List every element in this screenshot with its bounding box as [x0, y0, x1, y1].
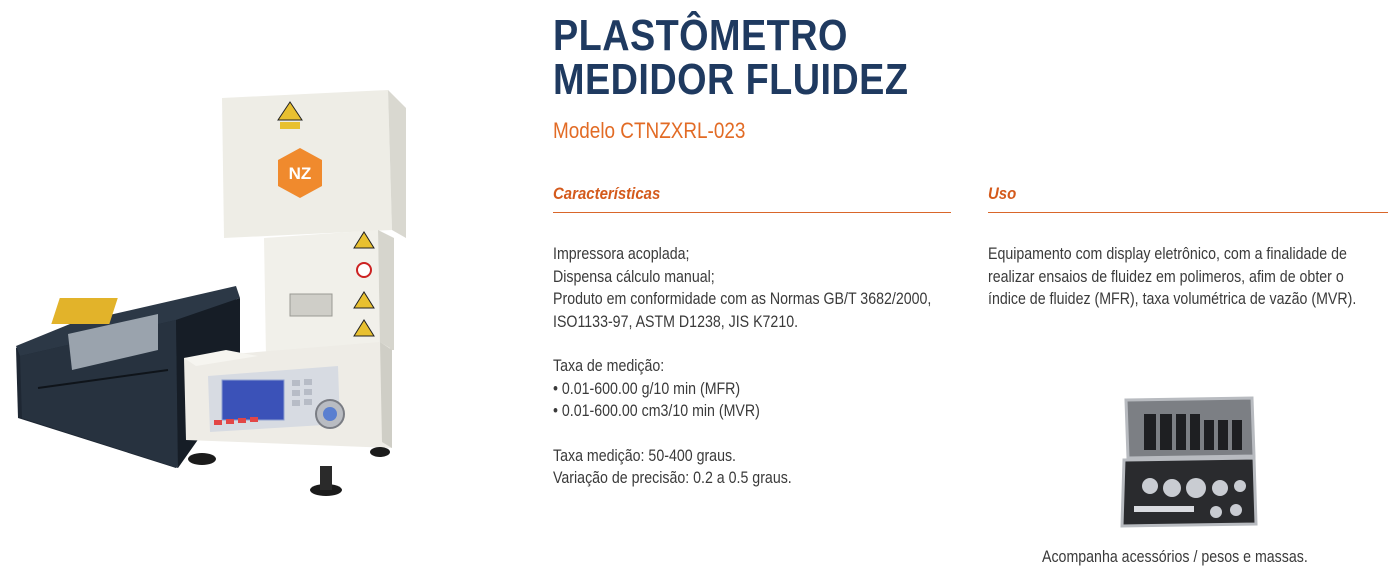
usage-divider [988, 212, 1388, 213]
title-line-2: MEDIDOR FLUIDEZ [553, 55, 909, 104]
plastometer-photo [8, 88, 448, 508]
nz-logo: NZ [288, 164, 312, 183]
page-title [553, 11, 909, 104]
characteristics-heading: Características [553, 184, 661, 203]
characteristic-line: Dispensa cálculo manual; [553, 267, 715, 286]
model-number: Modelo CTNZXRL-023 [553, 118, 746, 143]
title-line-1: PLASTÔMETRO [553, 11, 848, 60]
range-line: Taxa medição: 50-400 graus. [553, 446, 737, 465]
usage-line: Equipamento com display eletrônico, com a finalidade de [988, 245, 1347, 263]
characteristic-line: ISO1133-97, ASTM D1238, JIS K7210. [553, 312, 799, 331]
characteristic-line: Produto em conformidade com as Normas GB/T 3682/2000, [553, 290, 932, 308]
accessories-caption: Acompanha acessórios / pesos e massas. [1042, 548, 1308, 566]
rate-item: • 0.01-600.00 g/10 min (MFR) [553, 379, 741, 398]
usage-heading: Uso [988, 184, 1017, 203]
accessory-case-photo [1120, 396, 1258, 528]
usage-text [988, 243, 1356, 311]
rate-heading: Taxa de medição: [553, 357, 665, 375]
range-line: Variação de precisão: 0.2 a 0.5 graus. [553, 469, 792, 487]
characteristics-text [553, 243, 931, 490]
characteristic-line: Impressora acoplada; [553, 245, 690, 263]
characteristics-divider [553, 212, 951, 213]
rate-item: • 0.01-600.00 cm3/10 min (MVR) [553, 402, 760, 420]
usage-line: índice de fluidez (MFR), taxa volumétrica de vazão (MVR). [988, 290, 1357, 308]
usage-line: realizar ensaios de fluidez em polimeros, afim de obter o [988, 267, 1344, 286]
